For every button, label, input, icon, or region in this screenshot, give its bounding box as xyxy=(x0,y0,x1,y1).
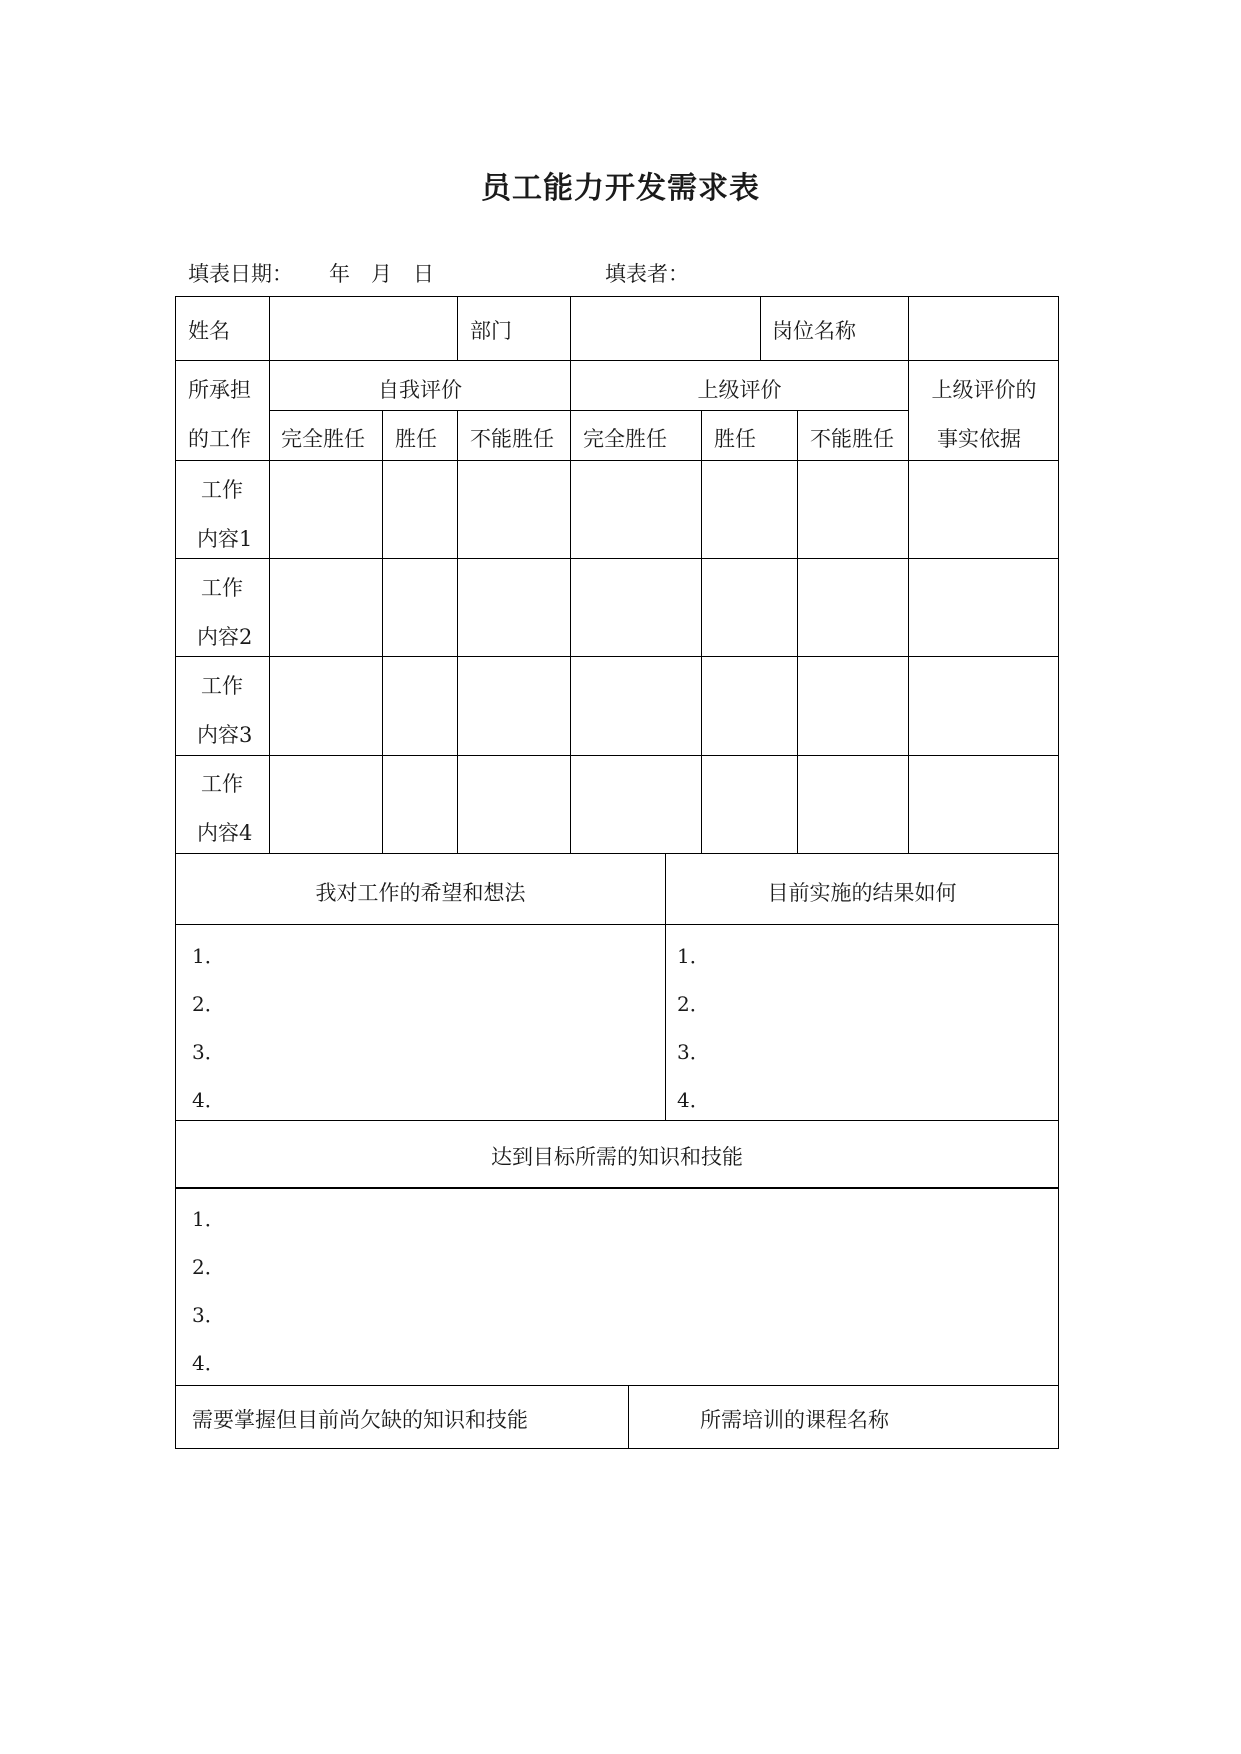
results-item-1[interactable]: 1． xyxy=(677,944,710,968)
hopes-item-4[interactable]: 4． xyxy=(192,1088,225,1112)
grid-line xyxy=(382,410,383,854)
skills-header: 达到目标所需的知识和技能 xyxy=(491,1145,743,1169)
grid-line xyxy=(175,558,1059,559)
skills-item-3[interactable]: 3． xyxy=(192,1303,225,1327)
grid-line xyxy=(701,410,702,854)
grid-line xyxy=(457,296,458,360)
skills-item-2[interactable]: 2． xyxy=(192,1255,225,1279)
name-label: 姓名 xyxy=(188,319,230,343)
grid-line xyxy=(175,1187,1059,1189)
training-courses-label: 所需培训的课程名称 xyxy=(700,1408,889,1432)
filler-label: 填表者： xyxy=(605,262,689,286)
position-label: 岗位名称 xyxy=(772,319,856,343)
skills-item-1[interactable]: 1． xyxy=(192,1207,225,1231)
fill-date-field[interactable]: 年 月 日 xyxy=(329,262,434,286)
work-row-3-line1: 工作 xyxy=(201,674,243,698)
dept-field[interactable] xyxy=(571,297,759,359)
grid-line xyxy=(269,410,908,411)
lacking-skills-label: 需要掌握但目前尚欠缺的知识和技能 xyxy=(192,1408,528,1432)
hopes-item-2[interactable]: 2． xyxy=(192,992,225,1016)
hopes-header: 我对工作的希望和想法 xyxy=(315,881,526,905)
filler-line xyxy=(605,258,689,288)
hopes-item-3[interactable]: 3． xyxy=(192,1040,225,1064)
results-item-3[interactable]: 3． xyxy=(677,1040,710,1064)
dept-label: 部门 xyxy=(470,319,512,343)
grid-line xyxy=(628,1385,629,1449)
superior-level-competent: 胜任 xyxy=(714,427,756,451)
work-row-3-line2: 内容3 xyxy=(197,723,253,747)
work-row-4-line2: 内容4 xyxy=(197,821,253,845)
self-level-not-competent: 不能胜任 xyxy=(470,427,554,451)
duty-label-line1: 所承担 xyxy=(188,378,251,402)
work-row-2-line2: 内容2 xyxy=(197,625,253,649)
superior-level-fully-competent: 完全胜任 xyxy=(583,427,667,451)
grid-line xyxy=(175,755,1059,756)
results-item-2[interactable]: 2． xyxy=(677,992,710,1016)
grid-line xyxy=(175,360,1059,361)
grid-line xyxy=(175,656,1059,657)
position-field[interactable] xyxy=(909,297,1058,359)
duty-label-line2: 的工作 xyxy=(188,427,251,451)
hopes-item-1[interactable]: 1． xyxy=(192,944,225,968)
name-field[interactable] xyxy=(270,297,456,359)
document-title: 员工能力开发需求表 xyxy=(481,171,760,206)
superior-level-not-competent: 不能胜任 xyxy=(810,427,894,451)
results-item-4[interactable]: 4． xyxy=(677,1088,710,1112)
superior-eval-header: 上级评价 xyxy=(697,378,782,402)
grid-line xyxy=(797,410,798,854)
work-row-4-line1: 工作 xyxy=(201,772,243,796)
basis-header-line2: 事实依据 xyxy=(937,427,1021,451)
grid-line xyxy=(175,924,1059,925)
work-row-1-line1: 工作 xyxy=(201,478,243,502)
work-row-2-line1: 工作 xyxy=(201,576,243,600)
grid-line xyxy=(760,296,761,360)
grid-line xyxy=(457,410,458,854)
grid-line xyxy=(175,460,1059,461)
fill-date-label: 填表日期： xyxy=(188,262,293,286)
basis-header-line1: 上级评价的 xyxy=(931,378,1037,402)
self-level-competent: 胜任 xyxy=(395,427,437,451)
skills-item-4[interactable]: 4． xyxy=(192,1351,225,1375)
self-level-fully-competent: 完全胜任 xyxy=(281,427,365,451)
work-row-1-line2: 内容1 xyxy=(197,527,253,551)
fill-date-line xyxy=(188,258,434,288)
self-eval-header: 自我评价 xyxy=(378,378,462,402)
results-header: 目前实施的结果如何 xyxy=(767,881,957,905)
